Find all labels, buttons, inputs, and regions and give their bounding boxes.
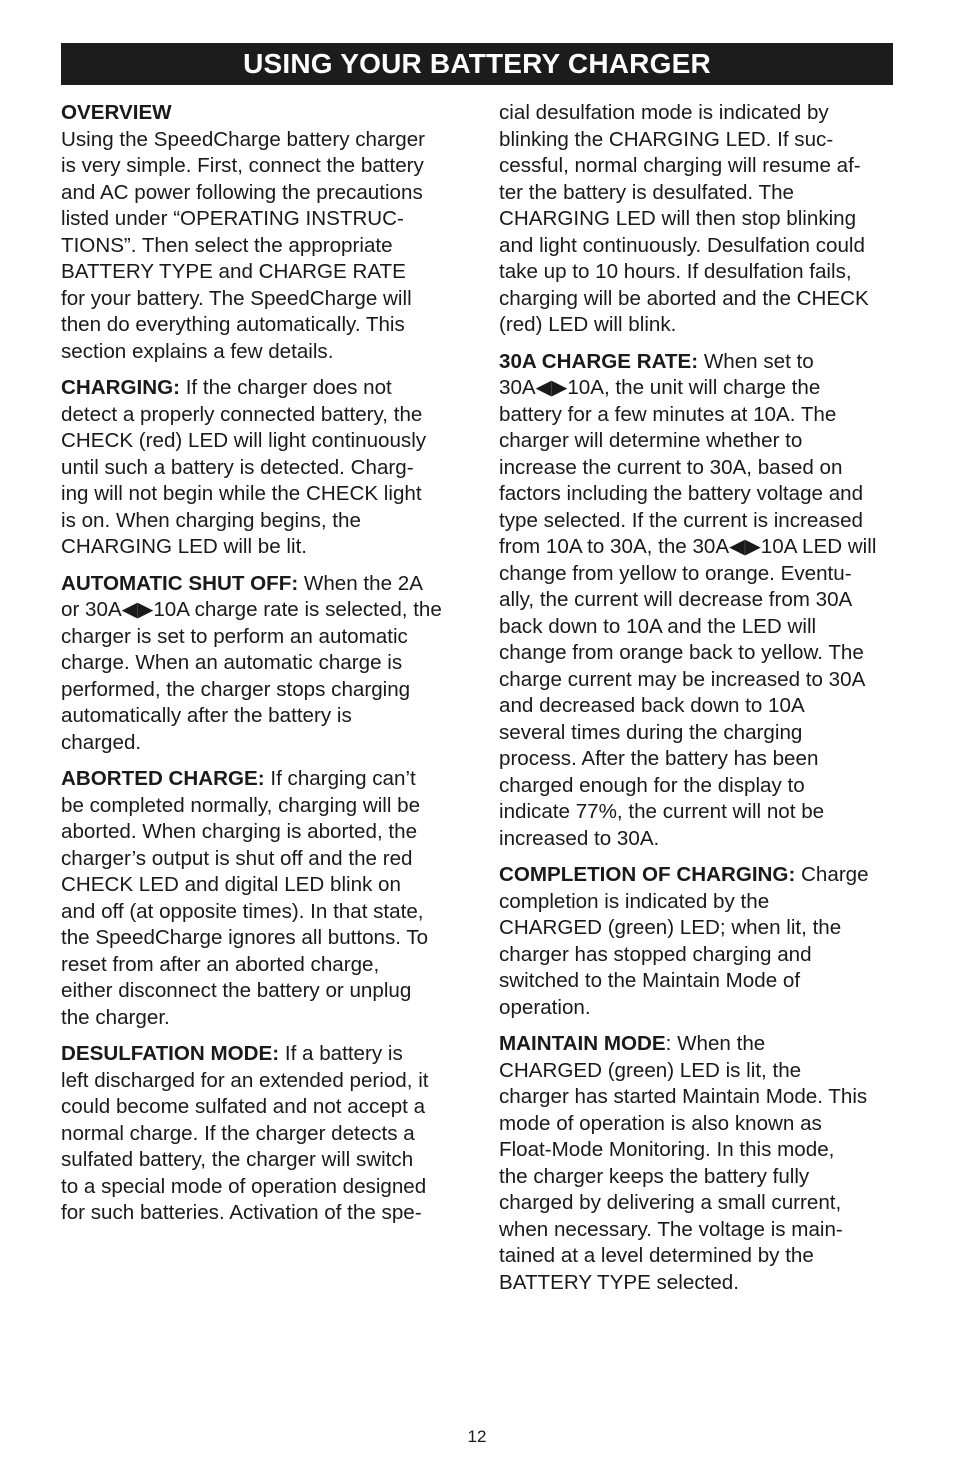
text-line: mode of operation is also known as [499,1111,822,1135]
paragraph [61,100,457,365]
paragraph-text: When the 2A [298,571,423,595]
text-line: section explains a few details. [61,339,334,363]
text-line: ter the battery is desulfated. The [499,180,794,204]
text-line: CHARGING LED will then stop blinking [499,207,857,230]
text-line: and light continuously. Desulfation could [499,233,865,257]
text-line: charged. [61,730,142,754]
paragraph-text: When set to [698,349,814,373]
text-line: charge. When an automatic charge is [61,651,403,674]
text-line: for such batteries. Activation of the spe- [61,1201,422,1224]
page-number: 12 [467,1427,487,1446]
text-line: type selected. If the current is increased [499,508,864,532]
paragraph-heading: ABORTED CHARGE: [61,767,265,790]
text-line: is very simple. First, connect the battery [61,154,424,177]
text-line: cessful, normal charging will resume af- [499,154,861,177]
text-line: factors including the battery voltage and [499,482,864,505]
text-line: is on. When charging begins, the [61,508,361,532]
paragraph [61,1041,457,1227]
text-line: the SpeedCharge ignores all buttons. To [61,926,429,949]
text-line [61,1041,457,1068]
text-line: ing will not begin while the CHECK light [61,482,422,505]
text-line: BATTERY TYPE and CHARGE RATE [61,260,406,283]
text-line [61,571,457,598]
text-line: charged enough for the display to [499,773,805,797]
text-line: tained at a level determined by the [499,1244,814,1267]
text-line: charging will be aborted and the CHECK [499,286,869,310]
text-line: CHARGED (green) LED; when lit, the [499,916,842,939]
paragraph [499,349,895,853]
text-line: CHECK LED and digital LED blink on [61,873,401,896]
text-line: either disconnect the battery or unplug [61,979,412,1002]
paragraph [499,1031,895,1296]
text-line: switched to the Maintain Mode of [499,969,801,992]
paragraph-heading: OVERVIEW [61,101,172,124]
text-line: take up to 10 hours. If desulfation fails, [499,260,852,283]
text-line: charge current may be increased to 30A [499,667,866,691]
text-line: sulfated battery, the charger will switch [61,1148,414,1171]
text-line: charger has stopped charging and [499,942,812,966]
text-line: completion is indicated by the [499,889,770,913]
text-line: TIONS”. Then select the appropriate [61,233,393,257]
text-line: several times during the charging [499,720,803,744]
paragraph [61,375,457,561]
text-line: performed, the charger stops charging [61,677,411,701]
text-line: BATTERY TYPE selected. [499,1270,739,1294]
text-line: be completed normally, charging will be [61,793,421,817]
paragraph-heading: DESULFATION MODE: [61,1042,280,1065]
text-line: (red) LED will blink. [499,313,677,336]
paragraph-text: Charge [795,863,869,886]
text-line: normal charge. If the charger detects a [61,1121,415,1145]
text-line: and AC power following the precautions [61,180,423,204]
paragraph [61,766,457,1031]
text-line [499,862,895,889]
text-line: charger has started Maintain Mode. This [499,1085,868,1108]
text-line: cial desulfation mode is indicated by [499,101,829,124]
paragraph-text: : When the [665,1032,766,1055]
page-title: USING YOUR BATTERY CHARGER [61,43,893,85]
text-line: when necessary. The voltage is main- [499,1217,843,1241]
text-line [61,375,457,402]
text-line [61,766,457,793]
text-line: until such a battery is detected. Charg- [61,455,414,479]
text-line: reset from after an aborted charge, [61,952,380,976]
right-column [499,100,895,1306]
text-line: then do everything automatically. This [61,313,405,336]
left-column [61,100,457,1237]
text-line: Float-Mode Monitoring. In this mode, [499,1138,835,1161]
paragraph-heading: CHARGING: [61,376,180,399]
paragraph-text: If charging can’t [264,767,416,790]
text-line: change from orange back to yellow. The [499,641,864,664]
text-line: CHECK (red) LED will light continuously [61,429,427,452]
text-line: ally, the current will decrease from 30A [499,588,853,611]
text-line: from 10A to 30A, the 30A◀▶10A LED will [499,535,877,558]
text-line [499,349,895,376]
paragraph [499,100,895,339]
text-line: process. After the battery has been [499,747,819,770]
paragraph [61,571,457,757]
text-line: detect a properly connected battery, the [61,402,423,426]
text-line: to a special mode of operation designed [61,1174,427,1198]
text-line: back down to 10A and the LED will [499,614,817,638]
text-line: left discharged for an extended period, it [61,1068,429,1092]
text-line: the charger. [61,1005,170,1029]
text-line: indicate 77%, the current will not be [499,800,825,823]
text-line: automatically after the battery is [61,704,352,727]
paragraph-heading: AUTOMATIC SHUT OFF: [61,571,299,595]
paragraph-heading: MAINTAIN MODE [499,1032,666,1055]
text-line: charged by delivering a small current, [499,1191,842,1214]
text-line: blinking the CHARGING LED. If suc- [499,127,834,151]
text-line [61,100,457,127]
text-line: increased to 30A. [499,826,660,850]
text-line: 30A◀▶10A, the unit will charge the [499,376,821,399]
text-line: battery for a few minutes at 10A. The [499,402,837,426]
paragraph-heading: COMPLETION OF CHARGING: [499,863,796,886]
text-line: and off (at opposite times). In that state, [61,899,424,923]
text-line: charger is set to perform an automatic [61,624,408,648]
text-line: increase the current to 30A, based on [499,455,843,479]
text-line: aborted. When charging is aborted, the [61,820,418,843]
paragraph-heading: 30A CHARGE RATE: [499,349,699,373]
text-line: listed under “OPERATING INSTRUC- [61,207,404,230]
text-line: charger’s output is shut off and the red [61,846,413,870]
text-line: could become sulfated and not accept a [61,1095,426,1118]
text-line: operation. [499,995,591,1019]
text-line: Using the SpeedCharge battery charger [61,127,426,151]
text-line: change from yellow to orange. Eventu- [499,561,852,585]
text-line: CHARGED (green) LED is lit, the [499,1058,802,1082]
paragraph-text: If a battery is [279,1042,403,1065]
text-line: the charger keeps the battery fully [499,1164,810,1188]
text-line: for your battery. The SpeedCharge will [61,286,412,310]
text-line: CHARGING LED will be lit. [61,535,308,558]
text-line: charger will determine whether to [499,429,803,452]
paragraph-text: If the charger does not [179,376,392,399]
text-line: or 30A◀▶10A charge rate is selected, the [61,598,442,621]
paragraph [499,862,895,1021]
text-line: and decreased back down to 10A [499,694,805,717]
text-line [499,1031,895,1058]
